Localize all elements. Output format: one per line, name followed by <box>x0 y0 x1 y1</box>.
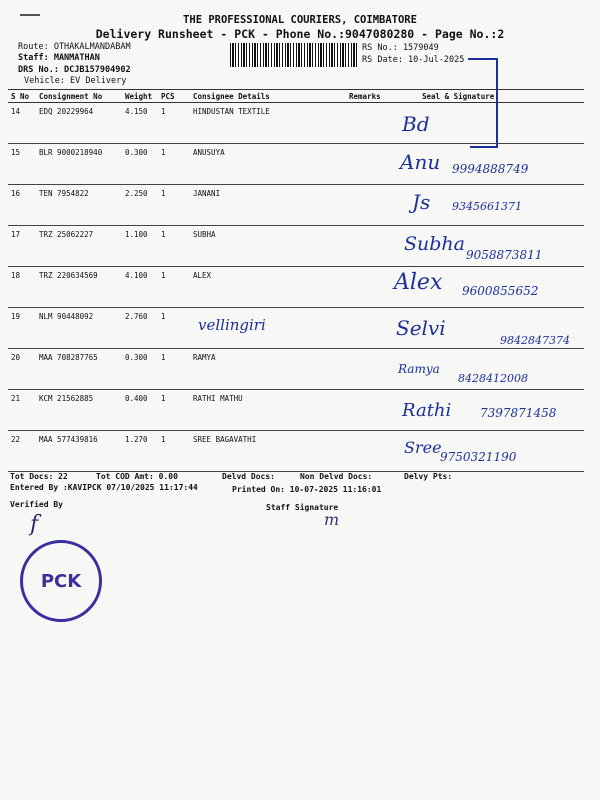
total-cod: Tot COD Amt: 0.00 <box>96 472 178 481</box>
phone-number: 9750321190 <box>440 450 517 464</box>
entered-by: Entered By :KAVIPCK 07/10/2025 11:17:44 <box>10 483 198 492</box>
cell-remarks <box>346 226 402 267</box>
cell-weight: 2.760 <box>122 308 158 349</box>
signature-name: Selvi <box>396 316 446 340</box>
pck-stamp: PCK <box>20 540 102 622</box>
cell-consignment: MAA 577439816 <box>36 431 122 472</box>
cell-pcs: 1 <box>158 349 190 390</box>
phone-number: 9345661371 <box>452 200 522 213</box>
cell-sno: 19 <box>8 308 36 349</box>
phone-number: 9994888749 <box>452 162 529 176</box>
handwritten-note: vellingiri <box>198 316 266 334</box>
cell-consignee: RAMYA <box>190 349 346 390</box>
signature: Bd <box>402 112 430 136</box>
col-header: Consignee Details <box>190 90 346 103</box>
cell-weight: 4.150 <box>122 103 158 144</box>
cell-sno: 15 <box>8 144 36 185</box>
cell-pcs: 1 <box>158 267 190 308</box>
staff-signature-label: Staff Signature <box>266 503 339 512</box>
printed-on: Printed On: 10-07-2025 11:16:01 <box>232 485 382 494</box>
cell-consignment: KCM 21562885 <box>36 390 122 431</box>
cell-pcs: 1 <box>158 144 190 185</box>
cell-consignment: NLM 90448092 <box>36 308 122 349</box>
cell-consignee: HINDUSTAN TEXTILE <box>190 103 346 144</box>
col-header: Remarks <box>346 90 402 103</box>
cell-consignee: SUBHA <box>190 226 346 267</box>
cell-sno: 18 <box>8 267 36 308</box>
cell-pcs: 1 <box>158 431 190 472</box>
cell-sno: 22 <box>8 431 36 472</box>
signature-name: Rathi <box>402 400 452 421</box>
cell-remarks <box>346 144 402 185</box>
table-row <box>8 308 584 349</box>
delivery-points: Delvy Pts: <box>404 472 453 481</box>
drs-number: DRS No.: DCJB157904902 <box>18 65 131 75</box>
cell-remarks <box>346 431 402 472</box>
col-header: Weight <box>122 90 158 103</box>
table-row <box>8 103 584 144</box>
cell-pcs: 1 <box>158 185 190 226</box>
verified-by-label: Verified By <box>10 500 63 509</box>
cell-remarks <box>346 185 402 226</box>
cell-sno: 17 <box>8 226 36 267</box>
cell-consignment: MAA 708287765 <box>36 349 122 390</box>
pen-line <box>468 58 496 60</box>
cell-pcs: 1 <box>158 103 190 144</box>
signature-name: Alex <box>394 270 443 295</box>
signature-name: Subha <box>404 233 465 255</box>
signature: Js <box>412 190 431 214</box>
cell-consignment: TRZ 25062227 <box>36 226 122 267</box>
runsheet-title: Delivery Runsheet - PCK - Phone No.:9047080280 - Page No.:2 <box>95 27 505 41</box>
cell-weight: 0.400 <box>122 390 158 431</box>
cell-consignee: ANUSUYA <box>190 144 346 185</box>
phone-number: 9600855652 <box>462 284 539 298</box>
cell-consignment: EDQ 20229964 <box>36 103 122 144</box>
signature-name: Sree <box>404 438 442 457</box>
cell-weight: 1.100 <box>122 226 158 267</box>
col-header: S No <box>8 90 36 103</box>
cell-consignment: TEN 7954822 <box>36 185 122 226</box>
verifier-signature: f <box>30 512 39 537</box>
cell-sno: 14 <box>8 103 36 144</box>
cell-weight: 4.100 <box>122 267 158 308</box>
cell-sno: 20 <box>8 349 36 390</box>
signature-name: Ramya <box>398 362 440 376</box>
cell-weight: 1.270 <box>122 431 158 472</box>
cell-weight: 0.300 <box>122 144 158 185</box>
total-docs: Tot Docs: 22 <box>10 472 68 481</box>
cell-pcs: 1 <box>158 226 190 267</box>
staff-signature: m <box>324 510 340 529</box>
cell-remarks <box>346 103 402 144</box>
cell-weight: 2.250 <box>122 185 158 226</box>
cell-consignee: JANANI <box>190 185 346 226</box>
non-delivered-docs: Non Delvd Docs: <box>300 472 373 481</box>
delivered-docs: Delvd Docs: <box>222 472 275 481</box>
cell-consignment: TRZ 220634569 <box>36 267 122 308</box>
phone-number: 8428412008 <box>458 372 528 385</box>
col-header: Consignment No <box>36 90 122 103</box>
cell-sno: 16 <box>8 185 36 226</box>
rs-number: RS No.: 1579049 <box>362 43 439 53</box>
cell-consignment: BLR 9000218940 <box>36 144 122 185</box>
phone-number: 7397871458 <box>480 406 557 420</box>
cell-consignee: ALEX <box>190 267 346 308</box>
vehicle: Vehicle: EV Delivery <box>24 76 127 86</box>
cell-remarks <box>346 390 402 431</box>
cell-consignee: RATHI MATHU <box>190 390 346 431</box>
phone-number: 9842847374 <box>500 334 570 347</box>
cell-remarks <box>346 308 402 349</box>
cell-pcs: 1 <box>158 390 190 431</box>
cell-weight: 0.300 <box>122 349 158 390</box>
barcode <box>230 43 358 67</box>
company-title: THE PROFESSIONAL COURIERS, COIMBATORE <box>183 14 417 26</box>
staff: Staff: MANMATHAN <box>18 53 100 63</box>
cell-sno: 21 <box>8 390 36 431</box>
phone-number: 9058873811 <box>466 248 543 262</box>
route: Route: OTHAKALMANDABAM <box>18 42 131 52</box>
col-header: Seal & Signature <box>402 90 584 103</box>
table-header <box>8 90 584 103</box>
cell-remarks <box>346 349 402 390</box>
cell-pcs: 1 <box>158 308 190 349</box>
signature-name: Anu <box>400 150 441 174</box>
cell-consignee: SREE BAGAVATHI <box>190 431 346 472</box>
col-header: PCS <box>158 90 190 103</box>
rs-date: RS Date: 10-Jul-2025 <box>362 55 465 65</box>
